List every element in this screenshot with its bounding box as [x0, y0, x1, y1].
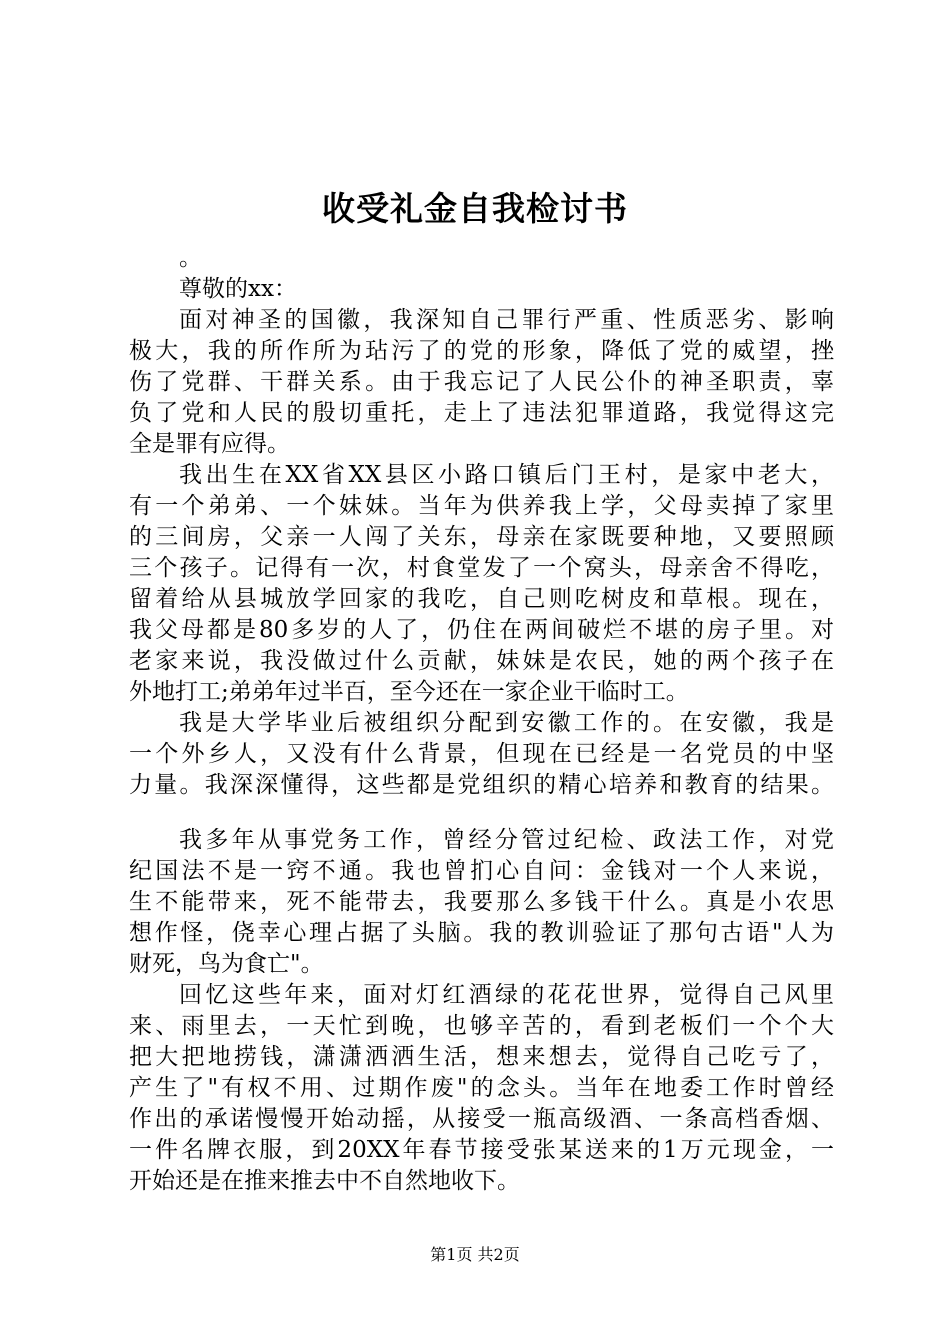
text-line: 。 [179, 245, 202, 271]
text-line: 一件名牌衣服，到20XX年春节接受张某送来的1万元现金，一 [129, 1137, 834, 1163]
text-line: 我父母都是80多岁的人了，仍住在两间破烂不堪的房子里。对 [129, 617, 834, 643]
text-line: 老家来说，我没做过什么贡献，妹妹是农民，她的两个孩子在 [129, 648, 834, 674]
text-line: 生不能带来，死不能带去，我要那么多钱干什么。真是小农思 [129, 889, 834, 915]
page-footer: 第1页 共2页 [430, 1245, 520, 1264]
text-line: 财死，鸟为食亡"。 [129, 951, 324, 977]
text-line: 极大，我的所作所为玷污了的党的形象，降低了党的威望，挫 [129, 338, 834, 364]
text-line: 纪国法不是一窍不通。我也曾扪心自问：金钱对一个人来说， [129, 858, 834, 884]
document-body [129, 243, 834, 1197]
text-line: 尊敬的xx： [179, 276, 297, 302]
text-line: 产生了"有权不用、过期作废"的念头。当年在地委工作时曾经 [129, 1075, 834, 1101]
text-line: 的三间房，父亲一人闯了关东，母亲在家既要种地，又要照顾 [129, 524, 834, 550]
text-line: 力量。我深深懂得，这些都是党组织的精心培养和教育的结果。 [129, 772, 834, 798]
text-line: 有一个弟弟、一个妹妹。当年为供养我上学，父母卖掉了家里 [129, 493, 834, 519]
text-line: 负了党和人民的殷切重托，走上了违法犯罪道路，我觉得这完 [129, 400, 834, 426]
text-line: 来、雨里去，一天忙到晚，也够辛苦的，看到老板们一个个大 [129, 1013, 834, 1039]
text-line: 一个外乡人，又没有什么背景，但现在已经是一名党员的中坚 [129, 741, 834, 767]
text-line: 伤了党群、干群关系。由于我忘记了人民公仆的神圣职责，辜 [129, 369, 834, 395]
text-line: 全是罪有应得。 [129, 431, 290, 457]
text-line: 作出的承诺慢慢开始动摇，从接受一瓶高级酒、一条高档香烟、 [129, 1106, 834, 1132]
text-line: 外地打工;弟弟年过半百，至今还在一家企业干临时工。 [129, 679, 689, 705]
paragraph-gap [129, 801, 834, 825]
text-line: 我是大学毕业后被组织分配到安徽工作的。在安徽，我是 [179, 710, 834, 736]
text-line: 开始还是在推来推去中不自然地收下。 [129, 1168, 520, 1194]
text-line: 我出生在XX省XX县区小路口镇后门王村，是家中老大， [179, 462, 834, 488]
text-line: 面对神圣的国徽，我深知自己罪行严重、性质恶劣、影响 [179, 307, 834, 333]
text-line: 想作怪，侥幸心理占据了头脑。我的教训验证了那句古语"人为 [129, 920, 834, 946]
text-line: 留着给从县城放学回家的我吃，自己则吃树皮和草根。现在， [129, 586, 834, 612]
text-line: 回忆这些年来，面对灯红酒绿的花花世界，觉得自己风里 [179, 982, 834, 1008]
text-line: 三个孩子。记得有一次，村食堂发了一个窝头，母亲舍不得吃， [129, 555, 834, 581]
text-line: 我多年从事党务工作，曾经分管过纪检、政法工作，对党 [179, 827, 834, 853]
document-title: 收受礼金自我检讨书 [322, 189, 628, 228]
text-line: 把大把地捞钱，潇潇洒洒生活，想来想去，觉得自己吃亏了， [129, 1044, 834, 1070]
